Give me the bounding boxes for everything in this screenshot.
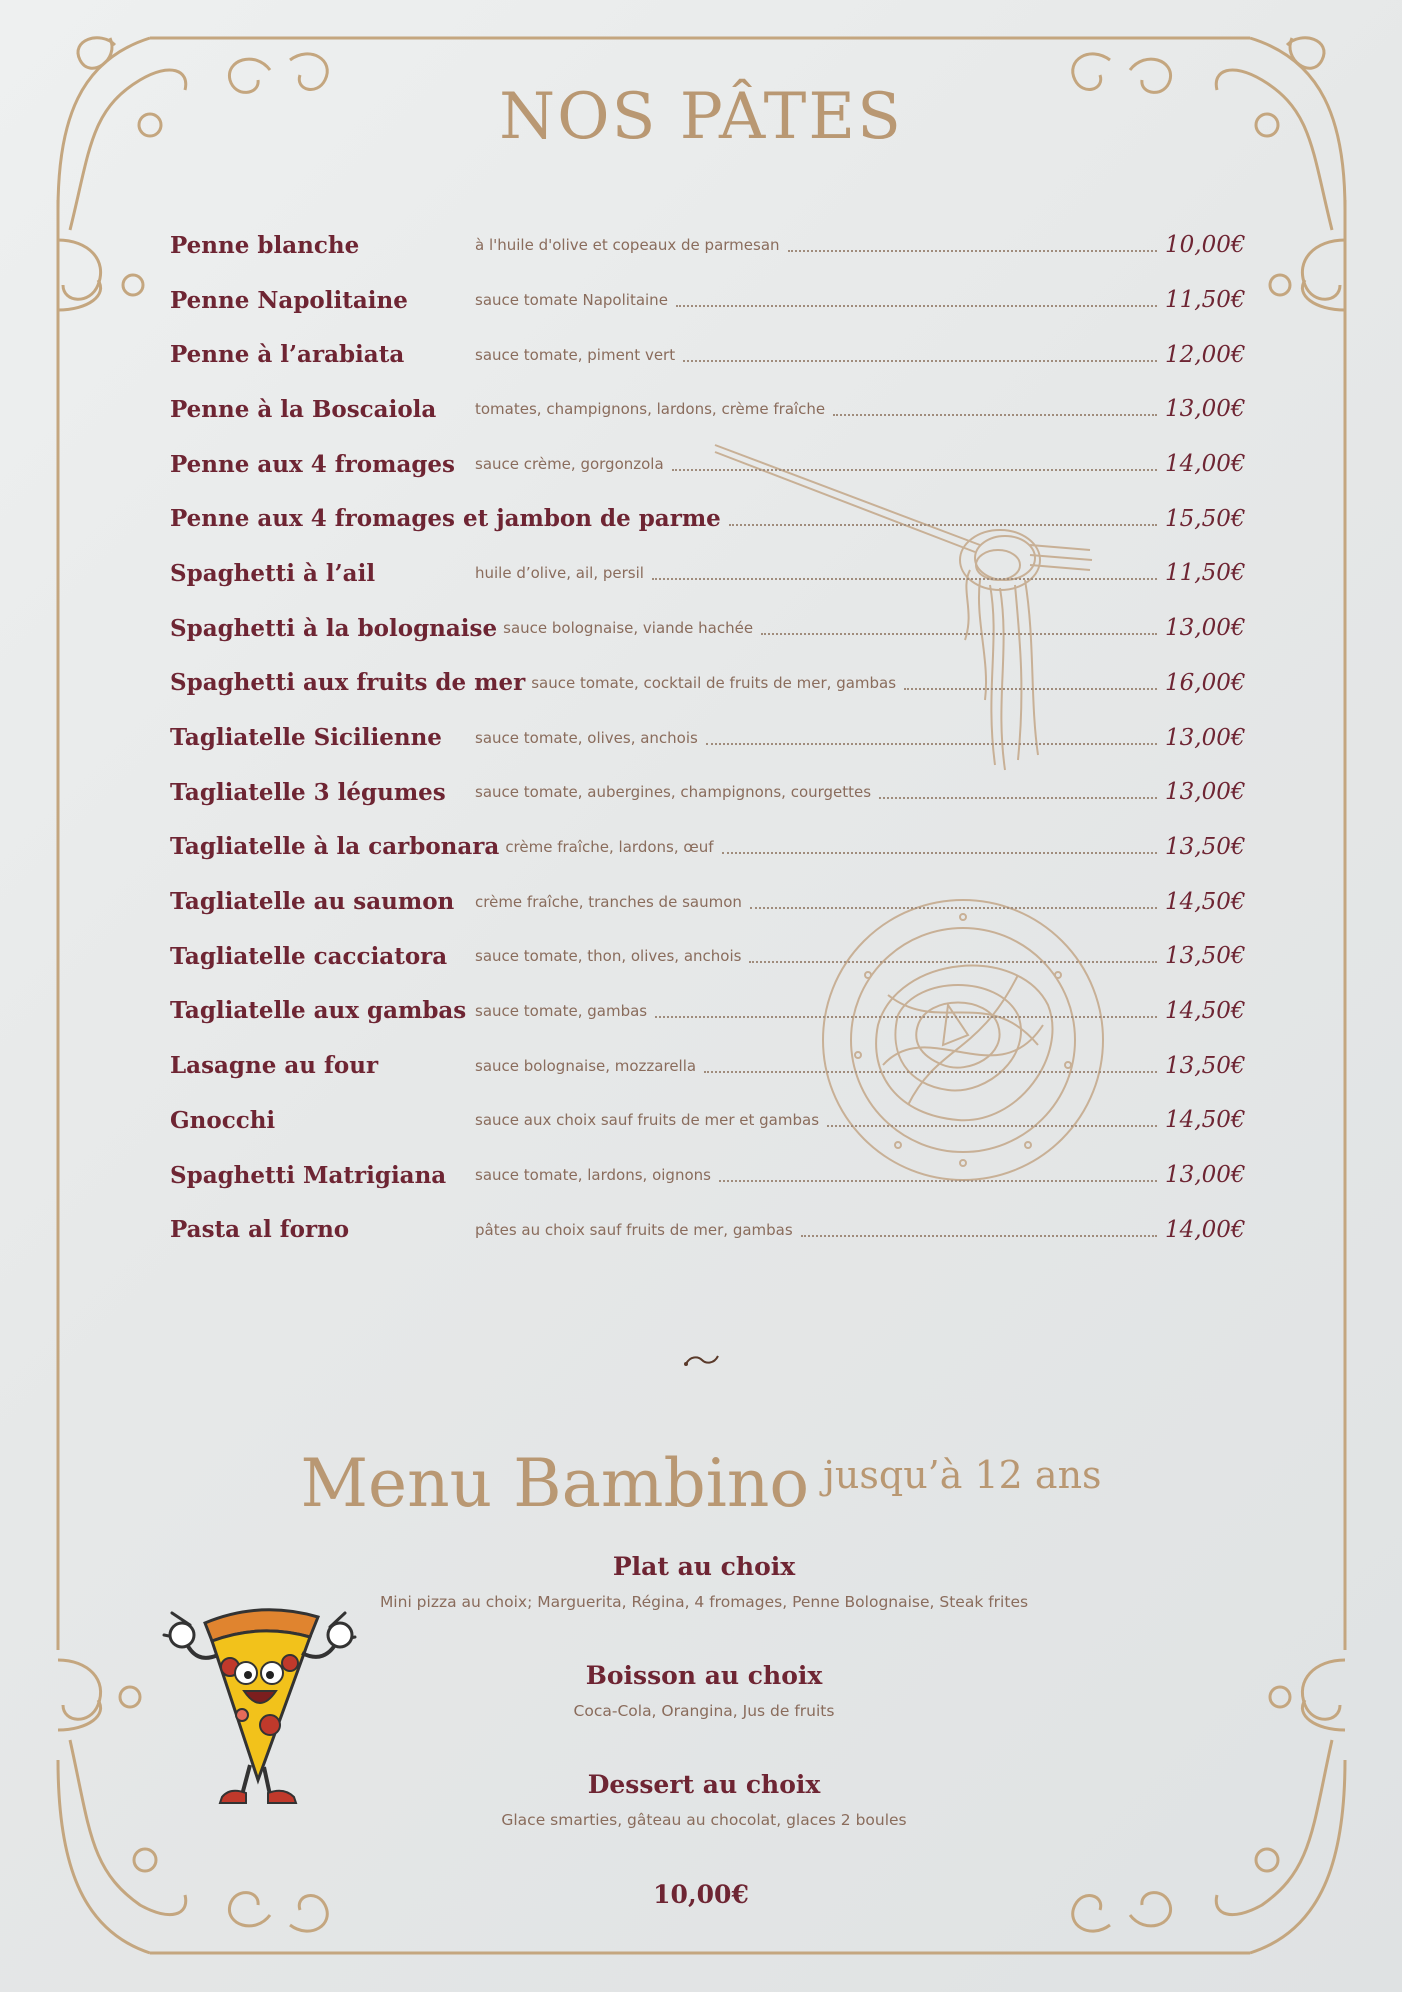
menu-item-description: sauce tomate, cocktail de fruits de mer, gambas [531, 673, 897, 692]
page-title: NOS PÂTES [499, 80, 903, 154]
bambino-plat-section [300, 1552, 1108, 1611]
dot-leader [729, 524, 1157, 526]
menu-item [170, 984, 1245, 1039]
menu-item-description: sauce bolognaise, mozzarella [475, 1056, 697, 1075]
bambino-price: 10,00€ [653, 1880, 749, 1909]
menu-item-price: 14,00€ [1165, 1216, 1246, 1243]
menu-item [170, 656, 1245, 711]
menu-item-name: Penne aux 4 fromages et jambon de parme [170, 505, 721, 533]
menu-item [170, 327, 1245, 382]
menu-item-name: Spaghetti Matrigiana [170, 1161, 447, 1189]
menu-item-description: sauce tomate Napolitaine [475, 291, 668, 310]
menu-item-description: sauce crème, gorgonzola [475, 455, 664, 474]
menu-item [170, 1038, 1245, 1093]
dot-leader [672, 469, 1157, 471]
menu-item-description: sauce tomate, piment vert [475, 345, 676, 364]
bambino-boisson-section [300, 1661, 1108, 1720]
menu-item-name: Tagliatelle à la carbonara [170, 833, 500, 861]
menu-item [170, 874, 1245, 929]
menu-item-description: huile d’olive, ail, persil [475, 564, 644, 583]
flourish-divider [682, 1348, 722, 1372]
dot-leader [750, 907, 1157, 909]
menu-item-description: sauce aux choix sauf fruits de mer et gambas [475, 1111, 820, 1130]
menu-item-name: Tagliatelle 3 légumes [170, 778, 446, 806]
menu-item-price: 11,50€ [1165, 560, 1246, 587]
bambino-age-note: jusqu’à 12 ans [823, 1453, 1102, 1497]
menu-item-name: Tagliatelle Sicilienne [170, 724, 442, 752]
bambino-dessert-section [300, 1770, 1108, 1829]
menu-item-price: 10,00€ [1165, 232, 1246, 259]
menu-item-price: 14,50€ [1165, 1107, 1246, 1134]
dot-leader [833, 414, 1157, 416]
dot-leader [706, 743, 1157, 745]
dot-leader [719, 1180, 1157, 1182]
dot-leader [749, 961, 1157, 963]
menu-item-description: sauce tomate, aubergines, champignons, courgettes [475, 783, 872, 802]
menu-item-name: Gnocchi [170, 1106, 276, 1134]
menu-item [170, 382, 1245, 437]
dot-leader [704, 1071, 1157, 1073]
menu-item-description: sauce tomate, thon, olives, anchois [475, 947, 742, 966]
menu-item [170, 273, 1245, 328]
menu-item [170, 1202, 1245, 1257]
menu-item-name: Tagliatelle cacciatora [170, 942, 448, 970]
dot-leader [801, 1235, 1157, 1237]
dot-leader [655, 1016, 1157, 1018]
bambino-header [0, 1445, 1402, 1522]
boisson-heading: Boisson au choix [585, 1661, 823, 1690]
pizza-mascot-icon [160, 1595, 370, 1815]
menu-item [170, 710, 1245, 765]
menu-item-price: 11,50€ [1165, 287, 1246, 314]
menu-item-name: Tagliatelle au saumon [170, 888, 455, 916]
menu-item-price: 13,50€ [1165, 1052, 1246, 1079]
menu-item [170, 929, 1245, 984]
menu-item-name: Spaghetti aux fruits de mer [170, 669, 526, 697]
plat-heading: Plat au choix [612, 1552, 796, 1581]
menu-item-description: sauce tomate, gambas [475, 1001, 648, 1020]
menu-item-price: 13,00€ [1165, 396, 1246, 423]
menu-item-name: Penne à l’arabiata [170, 341, 405, 369]
menu-item-name: Penne Napolitaine [170, 286, 408, 314]
menu-item-price: 15,50€ [1165, 505, 1246, 532]
menu-item [170, 765, 1245, 820]
menu-item-description: sauce bolognaise, viande hachée [503, 619, 754, 638]
menu-item-price: 13,50€ [1165, 943, 1246, 970]
menu-item-price: 13,00€ [1165, 1162, 1246, 1189]
menu-item-name: Penne aux 4 fromages [170, 450, 456, 478]
dot-leader [652, 578, 1157, 580]
pasta-menu-list [170, 218, 1245, 1257]
menu-item [170, 601, 1245, 656]
menu-item-name: Tagliatelle aux gambas [170, 997, 467, 1025]
menu-item [170, 820, 1245, 875]
menu-item [170, 546, 1245, 601]
menu-item-name: Pasta al forno [170, 1216, 350, 1244]
dot-leader [904, 688, 1157, 690]
menu-item-description: tomates, champignons, lardons, crème fraîche [475, 400, 826, 419]
menu-item-price: 14,00€ [1165, 451, 1246, 478]
menu-item-name: Lasagne au four [170, 1052, 379, 1080]
menu-item-description: crème fraîche, lardons, œuf [505, 837, 714, 856]
menu-item [170, 437, 1245, 492]
bambino-title: Menu Bambino [300, 1445, 810, 1522]
menu-item-description: crème fraîche, tranches de saumon [475, 892, 742, 911]
dessert-heading: Dessert au choix [587, 1770, 821, 1799]
menu-item-description: sauce tomate, olives, anchois [475, 728, 698, 747]
plat-options: Mini pizza au choix; Marguerita, Régina, 4 fromages, Penne Bolognaise, Steak frites [379, 1593, 1029, 1611]
menu-item-price: 16,00€ [1165, 669, 1246, 696]
menu-item-price: 12,00€ [1165, 341, 1246, 368]
menu-item-description: à l'huile d'olive et copeaux de parmesan [475, 236, 780, 255]
menu-item-price: 13,00€ [1165, 615, 1246, 642]
menu-item [170, 1093, 1245, 1148]
dessert-options: Glace smarties, gâteau au chocolat, glaces 2 boules [501, 1811, 907, 1829]
menu-item-name: Penne blanche [170, 231, 360, 259]
menu-item [170, 218, 1245, 273]
menu-item-description: pâtes au choix sauf fruits de mer, gambas [475, 1220, 793, 1239]
menu-item-name: Spaghetti à la bolognaise [170, 614, 498, 642]
dot-leader [761, 633, 1157, 635]
dot-leader [788, 250, 1157, 252]
menu-item-name: Penne à la Boscaiola [170, 395, 437, 423]
dot-leader [722, 852, 1157, 854]
menu-item-price: 13,50€ [1165, 833, 1246, 860]
dot-leader [683, 360, 1157, 362]
dot-leader [827, 1125, 1157, 1127]
menu-item-description: sauce tomate, lardons, oignons [475, 1166, 711, 1185]
menu-item-price: 13,00€ [1165, 779, 1246, 806]
dot-leader [879, 797, 1157, 799]
menu-item-price: 13,00€ [1165, 724, 1246, 751]
dot-leader [676, 305, 1157, 307]
boisson-options: Coca-Cola, Orangina, Jus de fruits [573, 1702, 835, 1720]
menu-item-name: Spaghetti à l’ail [170, 559, 376, 587]
menu-item [170, 491, 1245, 546]
menu-item [170, 1148, 1245, 1203]
menu-item-price: 14,50€ [1165, 997, 1246, 1024]
menu-item-price: 14,50€ [1165, 888, 1246, 915]
